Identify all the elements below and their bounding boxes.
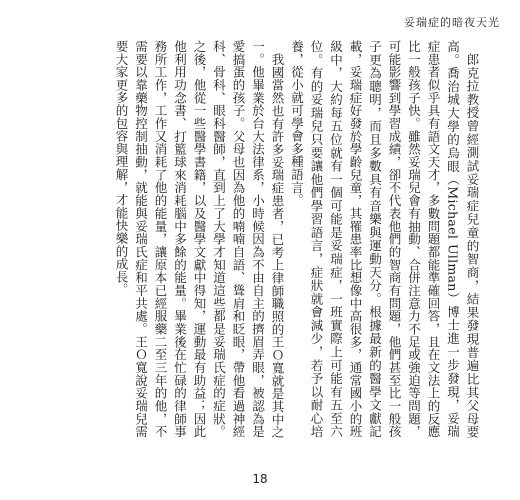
body-paragraph: 我國當然也有許多妥瑞症患者，已考上律師職照的王Ｏ寬就是其中之一。他畢業於台大法律系，小時候因為不由自主的擠眉弄眼，被認為是愛搞蛋的孩子。父母也因為他的喃喃自語、聳肩和眨眼，帶他看過神經科、骨科、眼科醫師，直到上了大學才知道這些都是妥瑞氏症的症狀。之後，他從一些醫學書籍，以及醫學文獻中得知，運動最有助益；因此他利用功念書、打籃球來消耗腦中多餘的能量。畢業後在忙碌的律師事務所工作，工作又消耗了他的能量，讓原本已經服藥二至三年的他，不需要以靠藥物控制抽動，就能與妥瑞氏症和平共處。王Ｏ寬說妥瑞兒需要大家更多的包容與理解，才能快樂的成長。	[114, 40, 285, 438]
running-header: 妥瑞症的暗夜天光	[404, 16, 500, 29]
page-number: 18	[252, 472, 268, 486]
vertical-text-block	[40, 40, 482, 438]
body-paragraph: 郎克拉教授曾經測試妥瑞症兒童的智商，結果發現普遍比其父母要高。喬治城大學的烏眼（Michael Ullman）博士進一步發現，妥瑞症患者似乎具有語文天才，多數問題都能準確回答，且在文法上的反應比一般孩子快。雖然妥瑞兒會有抽動、合併注意力不足或強迫等問題，可能影響到學習成績，卻不代表他們的智商有問題，他們甚至比一般孩子更為聰明，而且多數具有音樂與運動天分。根據最新的醫學文獻記載，妥瑞症好發於學齡兒童，其罹患率比想像中高很多，通常國小的班級中，大約每五位就有一個可能是妥瑞症，一班實際上可能有五至六位。有的妥瑞兒只要讓他們學習語言，症狀就會減少，若予以耐心培養，從小就可學會多種語言。	[289, 40, 480, 438]
